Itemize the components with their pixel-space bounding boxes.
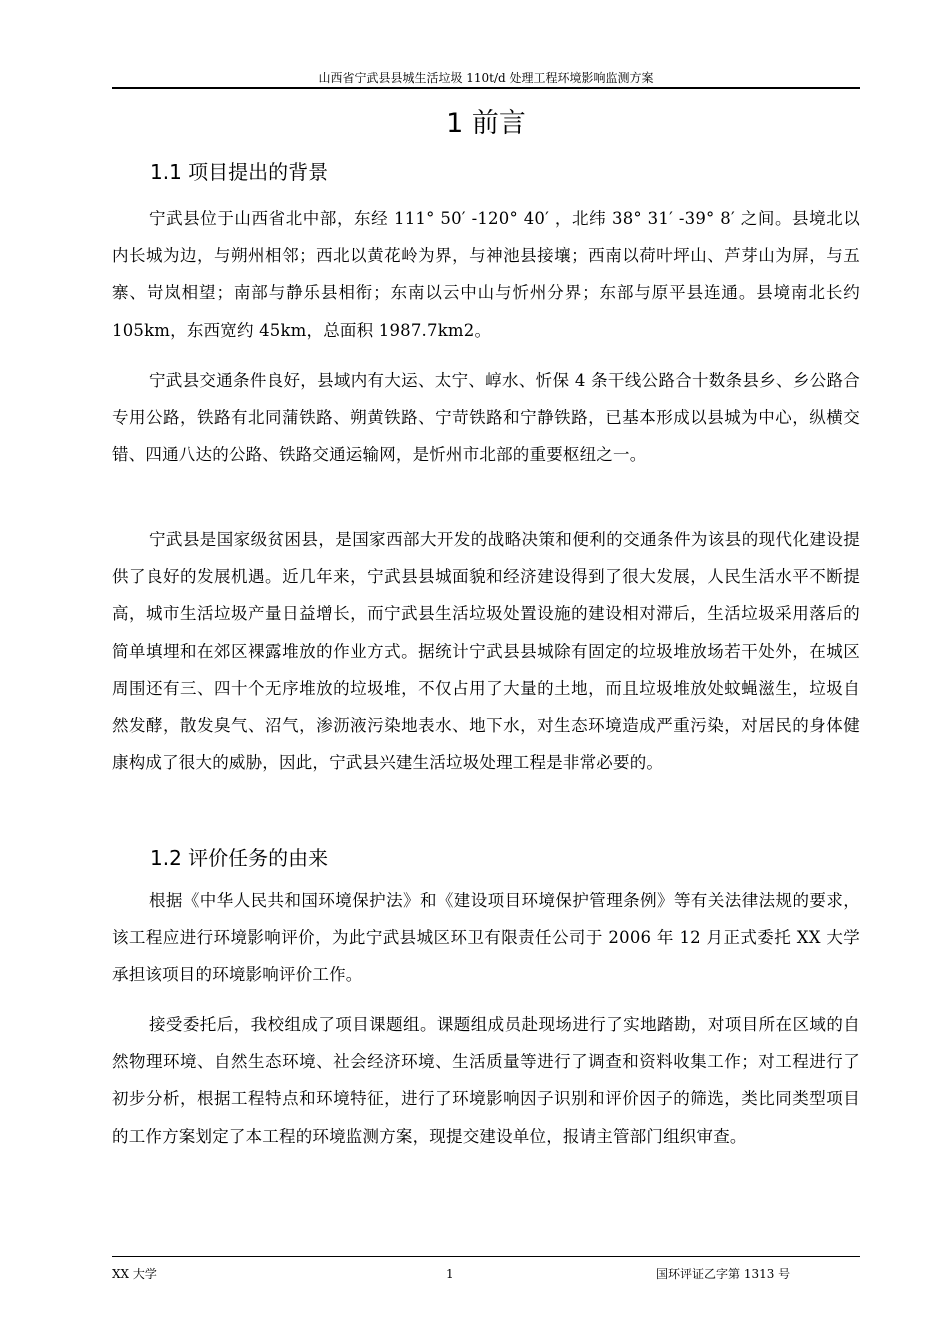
paragraph: 宁武县交通条件良好，县域内有大运、太宁、崞水、忻保 4 条干线公路合十数条县乡、乡公路合专用公路，铁路有北同蒲铁路、朔黄铁路、宁苛铁路和宁静铁路，已基本形成以县城为中心，纵横交错、四通八达的公路、铁路交通运输网，是忻州市北部的重要枢纽之一。 xyxy=(112,371,860,465)
chapter-title: 1 前言 xyxy=(446,108,526,139)
footer-certificate-number: 国环评证乙字第 1313 号 xyxy=(656,1267,791,1281)
paragraph: 根据《中华人民共和国环境保护法》和《建设项目环境保护管理条例》等有关法律法规的要求，该工程应进行环境影响评价，为此宁武县城区环卫有限责任公司于 2006 年 12 月正式委托 XX 大学承担该项目的环境影响评价工作。 xyxy=(112,891,860,985)
section-heading-1-1: 1.1 项目提出的背景 xyxy=(150,160,329,184)
section-heading-1-2: 1.2 评价任务的由来 xyxy=(150,846,329,870)
paragraph: 宁武县位于山西省北中部，东经 111° 50′ -120° 40′ ，北纬 38° 31′ -39° 8′ 之间。县境北以内长城为边，与朔州相邻；西北以黄花岭为界，与神池县接壤；西南以荷叶坪山、芦芽山为屏，与五寨、岢岚相望；南部与静乐县相衔；东南以云中山与忻州分界；东部与原平县连通。县境南北长约 105km，东西宽约 45km，总面积 1987.7km2。 xyxy=(112,209,860,340)
header-rule xyxy=(112,87,860,89)
footer-rule xyxy=(112,1256,860,1257)
paragraph: 接受委托后，我校组成了项目课题组。课题组成员赴现场进行了实地踏勘，对项目所在区域的自然物理环境、自然生态环境、社会经济环境、生活质量等进行了调查和资料收集工作；对工程进行了初步分析，根据工程特点和环境特征，进行了环境影响因子识别和评价因子的筛选，类比同类型项目的工作方案划定了本工程的环境监测方案，现提交建设单位，报请主管部门组织审查。 xyxy=(112,1015,860,1146)
footer-institution: XX 大学 xyxy=(112,1267,157,1281)
paragraph: 宁武县是国家级贫困县，是国家西部大开发的战略决策和便利的交通条件为该县的现代化建设提供了良好的发展机遇。近几年来，宁武县县城面貌和经济建设得到了很大发展，人民生活水平不断提高，城市生活垃圾产量日益增长，而宁武县生活垃圾处置设施的建设相对滞后，生活垃圾采用落后的简单填埋和在郊区裸露堆放的作业方式。据统计宁武县县城除有固定的垃圾堆放场若干处外，在城区周围还有三、四十个无序堆放的垃圾堆，不仅占用了大量的土地，而且垃圾堆放处蚊蝇滋生，垃圾自然发酵，散发臭气、沼气，渗沥液污染地表水、地下水，对生态环境造成严重污染，对居民的身体健康构成了很大的威胁，因此，宁武县兴建生活垃圾处理工程是非常必要的。 xyxy=(112,530,860,773)
running-header: 山西省宁武县县城生活垃圾 110t/d 处理工程环境影响监测方案 xyxy=(318,71,654,85)
page-number: 1 xyxy=(446,1267,454,1281)
